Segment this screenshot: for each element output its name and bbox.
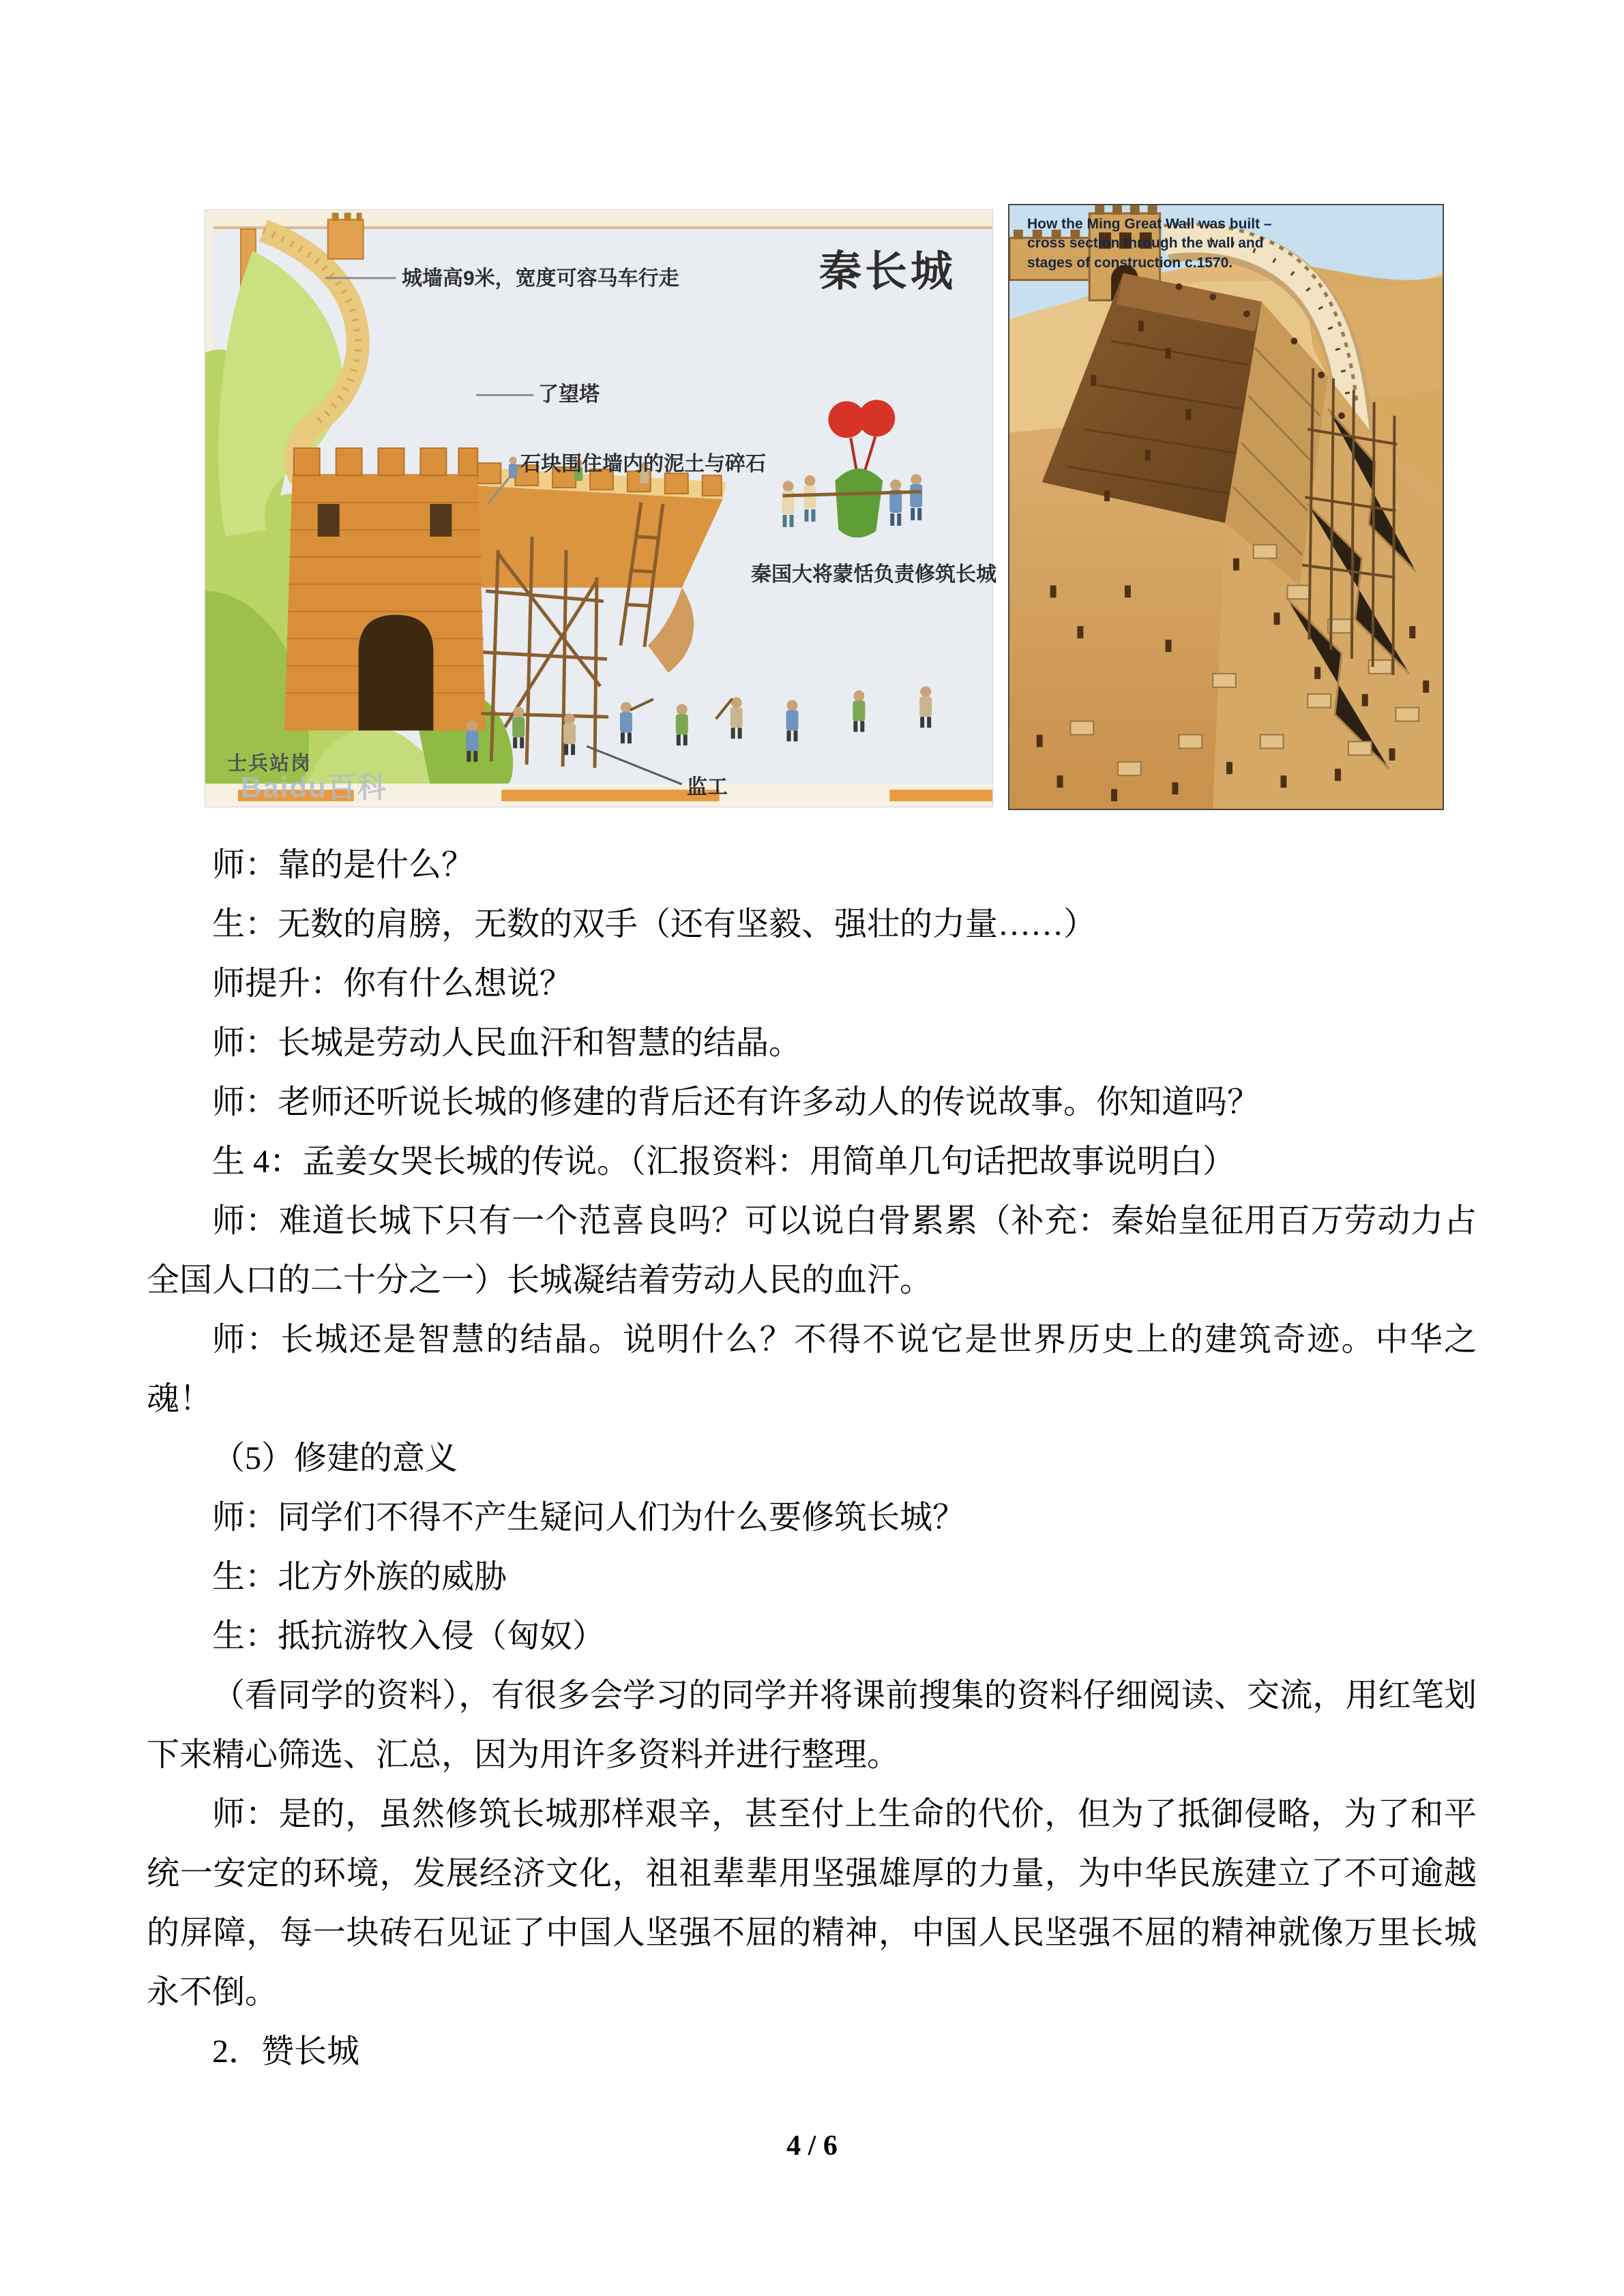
page-number: 4 / 6	[786, 2130, 838, 2162]
figure-caption-ming-wall: How the Ming Great Wall was built – cross section through the wall and stages of construction c.1570.	[1027, 216, 1272, 271]
label-stones-core: 石块围住墙内的泥土与碎石	[520, 453, 766, 475]
ming-wall-illustration	[1009, 205, 1443, 809]
figure-qin-wall	[205, 209, 996, 807]
label-general-mengtian: 秦国大将蒙恬负责修筑长城	[751, 563, 996, 586]
baidu-baike-watermark: Baidu百科	[241, 771, 387, 803]
paragraph: 师：同学们不得不产生疑问人们为什么要修筑长城？	[212, 1500, 966, 1536]
paragraph: 2．赞长城	[212, 2033, 360, 2070]
paragraph: 师：靠的是什么？	[212, 847, 475, 883]
paragraph: 师：是的，虽然修筑长城那样艰辛，甚至付上生命的代价，但为了抵御侵略，为了和平统一安定的环境，发展经济文化，祖祖辈辈用坚强雄厚的力量，为中华民族建立了不可逾越的屏障，每一块砖石见证了中国人坚强不屈的精神，中国人民坚强不屈的精神就像万里长城永不倒。	[147, 1796, 1477, 2010]
paragraph: 生：北方外族的威胁	[212, 1559, 507, 1595]
paragraph: 师：长城是劳动人民血汗和智慧的结晶。	[212, 1025, 802, 1061]
qin-wall-illustration	[205, 210, 992, 807]
label-wall-height: 城墙高9米，宽度可容马车行走	[402, 267, 679, 290]
figure-title-qin-great-wall: 秦长城	[819, 248, 957, 295]
paragraph: 生：抵抗游牧入侵（匈奴）	[212, 1618, 606, 1654]
lesson-transcript	[147, 835, 1477, 2081]
label-overseer: 监工	[687, 776, 728, 799]
paragraph: 师：长城还是智慧的结晶。说明什么？不得不说它是世界历史上的建筑奇迹。中华之魂！	[147, 1322, 1477, 1417]
paragraph: 生 4：孟姜女哭长城的传说。（汇报资料：用简单几句话把故事说明白）	[212, 1144, 1236, 1180]
label-watchtower: 了望塔	[538, 383, 600, 406]
paragraph: 生：无数的肩膀，无数的双手（还有坚毅、强壮的力量……）	[212, 906, 1097, 942]
paragraph: （看同学的资料），有很多会学习的同学并将课前搜集的资料仔细阅读、交流，用红笔划下来精心筛选、汇总，因为用许多资料并进行整理。	[147, 1678, 1477, 1773]
figure-ming-wall	[1008, 204, 1444, 810]
main-tower	[284, 448, 486, 730]
label-soldiers-on-guard: 士兵站岗	[227, 753, 312, 775]
paragraph: 师：老师还听说长城的修建的背后还有许多动人的传说故事。你知道吗？	[212, 1084, 1260, 1120]
paragraph: 师提升：你有什么想说？	[212, 966, 573, 1002]
paragraph: 师：难道长城下只有一个范喜良吗？可以说白骨累累（补充：秦始皇征用百万劳动力占全国人口的二十分之一）长城凝结着劳动人民的血汗。	[147, 1203, 1477, 1298]
paragraph: （5）修建的意义	[212, 1440, 458, 1476]
